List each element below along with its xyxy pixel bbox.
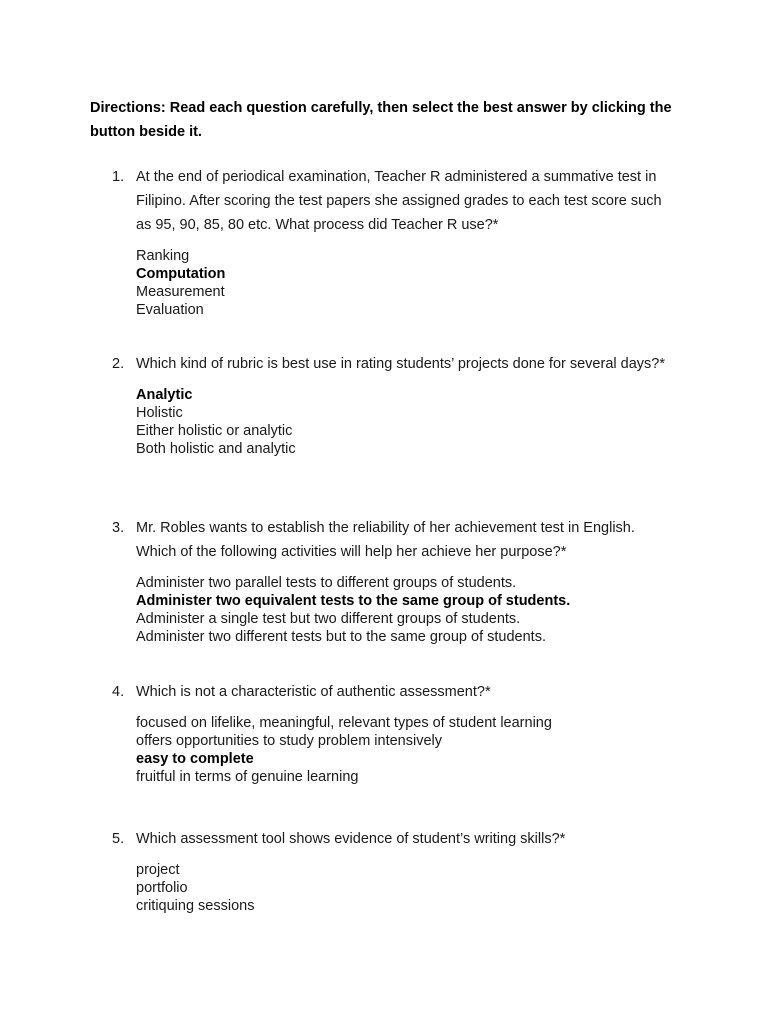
- choice-item[interactable]: Measurement: [136, 284, 225, 300]
- question-2: [112, 352, 672, 458]
- choice-item[interactable]: Either holistic or analytic: [136, 423, 293, 439]
- choice-item-selected[interactable]: easy to complete: [136, 751, 254, 767]
- choice-item[interactable]: Both holistic and analytic: [136, 441, 296, 457]
- choice-item[interactable]: offers opportunities to study problem intensively: [136, 733, 443, 749]
- question-stem: [112, 165, 672, 237]
- question-5: [112, 827, 672, 915]
- choice-item[interactable]: portfolio: [136, 880, 188, 896]
- question-1: [112, 165, 672, 319]
- question-number: 1.: [112, 169, 125, 185]
- choice-item[interactable]: Ranking: [136, 248, 190, 264]
- question-number: 5.: [112, 831, 125, 847]
- question-text: Which kind of rubric is best use in rating students’ projects done for several days?*: [136, 356, 665, 372]
- choice-item[interactable]: Holistic: [136, 405, 183, 421]
- choice-item[interactable]: fruitful in terms of genuine learning: [136, 769, 359, 785]
- choice-list: [136, 247, 672, 319]
- question-4: [112, 680, 672, 786]
- directions-text: Directions: Read each question carefully, then select the best answer by clicking the button beside it.: [90, 100, 672, 140]
- question-text: Which is not a characteristic of authentic assessment?*: [136, 684, 491, 700]
- choice-item[interactable]: Administer two different tests but to the same group of students.: [136, 629, 546, 645]
- choice-item[interactable]: Administer a single test but two different groups of students.: [136, 611, 521, 627]
- choice-item[interactable]: project: [136, 862, 180, 878]
- question-stem: [112, 827, 672, 851]
- question-stem: [112, 352, 672, 376]
- choice-item[interactable]: Evaluation: [136, 302, 204, 318]
- question-number: 3.: [112, 520, 125, 536]
- choice-item[interactable]: Administer two parallel tests to different groups of students.: [136, 575, 517, 591]
- choice-item-selected[interactable]: Computation: [136, 266, 226, 282]
- choice-item[interactable]: focused on lifelike, meaningful, relevant types of student learning: [136, 715, 552, 731]
- choice-list: [136, 861, 672, 915]
- choice-item[interactable]: critiquing sessions: [136, 898, 255, 914]
- choice-item-selected[interactable]: Administer two equivalent tests to the same group of students.: [136, 593, 571, 609]
- question-text: Which assessment tool shows evidence of student’s writing skills?*: [136, 831, 566, 847]
- question-number: 2.: [112, 356, 125, 372]
- question-stem: [112, 516, 672, 564]
- choice-list: [136, 714, 672, 786]
- question-text: At the end of periodical examination, Teacher R administered a summative test in Filipino. After scoring the test papers she assigned grades to each test score such as 95, 90, 85, 80 etc. What process did Teacher R use?*: [136, 169, 662, 233]
- question-number: 4.: [112, 684, 125, 700]
- question-text: Mr. Robles wants to establish the reliability of her achievement test in English. Which of the following activities will help her achieve her purpose?*: [136, 520, 635, 560]
- choice-item-selected[interactable]: Analytic: [136, 387, 193, 403]
- question-3: [112, 516, 672, 646]
- choice-list: [136, 386, 672, 458]
- choice-list: [136, 574, 672, 646]
- question-stem: [112, 680, 672, 704]
